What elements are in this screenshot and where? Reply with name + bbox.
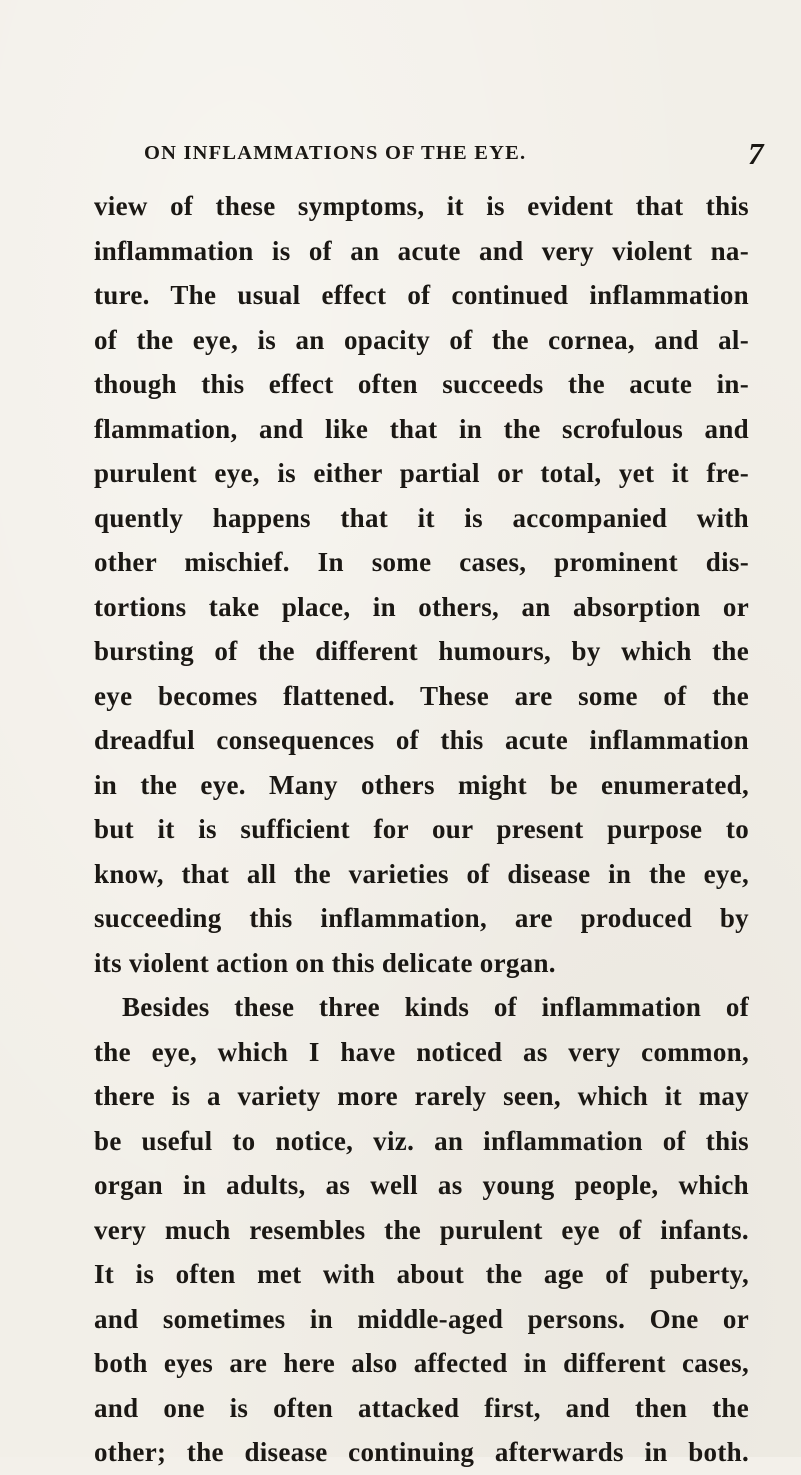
text-line: know, that all the varieties of disease in the eye, — [94, 858, 749, 889]
text-line: ture. The usual effect of continued inflammation — [94, 280, 749, 310]
text-line: and sometimes in middle-aged persons. One or — [94, 1303, 749, 1334]
running-head — [0, 136, 801, 172]
text-line: there is a variety more rarely seen, which it may — [94, 1081, 749, 1111]
text-line: be useful to notice, viz. an inflammation of this — [94, 1125, 749, 1156]
text-line: of the eye, is an opacity of the cornea, and al- — [94, 324, 749, 355]
text-line: tortions take place, in others, an absorption or — [94, 591, 749, 622]
text-line: both eyes are here also affected in different cases, — [94, 1348, 749, 1378]
text-line: view of these symptoms, it is evident that this — [94, 191, 749, 221]
text-line: and one is often attacked first, and then the — [94, 1392, 749, 1423]
text-line: in the eye. Many others might be enumerated, — [94, 769, 749, 800]
text-line: organ in adults, as well as young people, which — [94, 1170, 749, 1200]
text-line: eye becomes flattened. These are some of the — [94, 680, 749, 711]
text-line: bursting of the different humours, by which the — [94, 636, 749, 666]
text-line: though this effect often succeeds the acute in- — [94, 369, 749, 399]
text-line: other mischief. In some cases, prominent dis- — [94, 547, 749, 577]
body-text — [94, 184, 749, 1475]
text-line-paragraph-start: Besides these three kinds of inflammation of — [122, 992, 749, 1022]
text-line: but it is sufficient for our present purpose to — [94, 814, 749, 844]
text-line-paragraph-end: its violent action on this delicate organ. — [94, 947, 556, 978]
text-line: inflammation is of an acute and very violent na- — [94, 235, 749, 266]
page-number: 7 — [748, 136, 764, 171]
text-line: quently happens that it is accompanied with — [94, 502, 749, 533]
text-line: purulent eye, is either partial or total, yet it fre- — [94, 458, 749, 488]
running-title: ON INFLAMMATIONS OF THE EYE. — [144, 142, 527, 164]
text-line: the eye, which I have noticed as very common, — [94, 1036, 749, 1067]
text-line: other; the disease continuing afterwards in both. — [94, 1437, 749, 1467]
text-line: succeeding this inflammation, are produced by — [94, 903, 749, 933]
text-line: flammation, and like that in the scrofulous and — [94, 413, 749, 444]
text-line: dreadful consequences of this acute inflammation — [94, 725, 749, 755]
text-line: very much resembles the purulent eye of infants. — [94, 1214, 749, 1245]
text-line: It is often met with about the age of puberty, — [94, 1259, 749, 1289]
